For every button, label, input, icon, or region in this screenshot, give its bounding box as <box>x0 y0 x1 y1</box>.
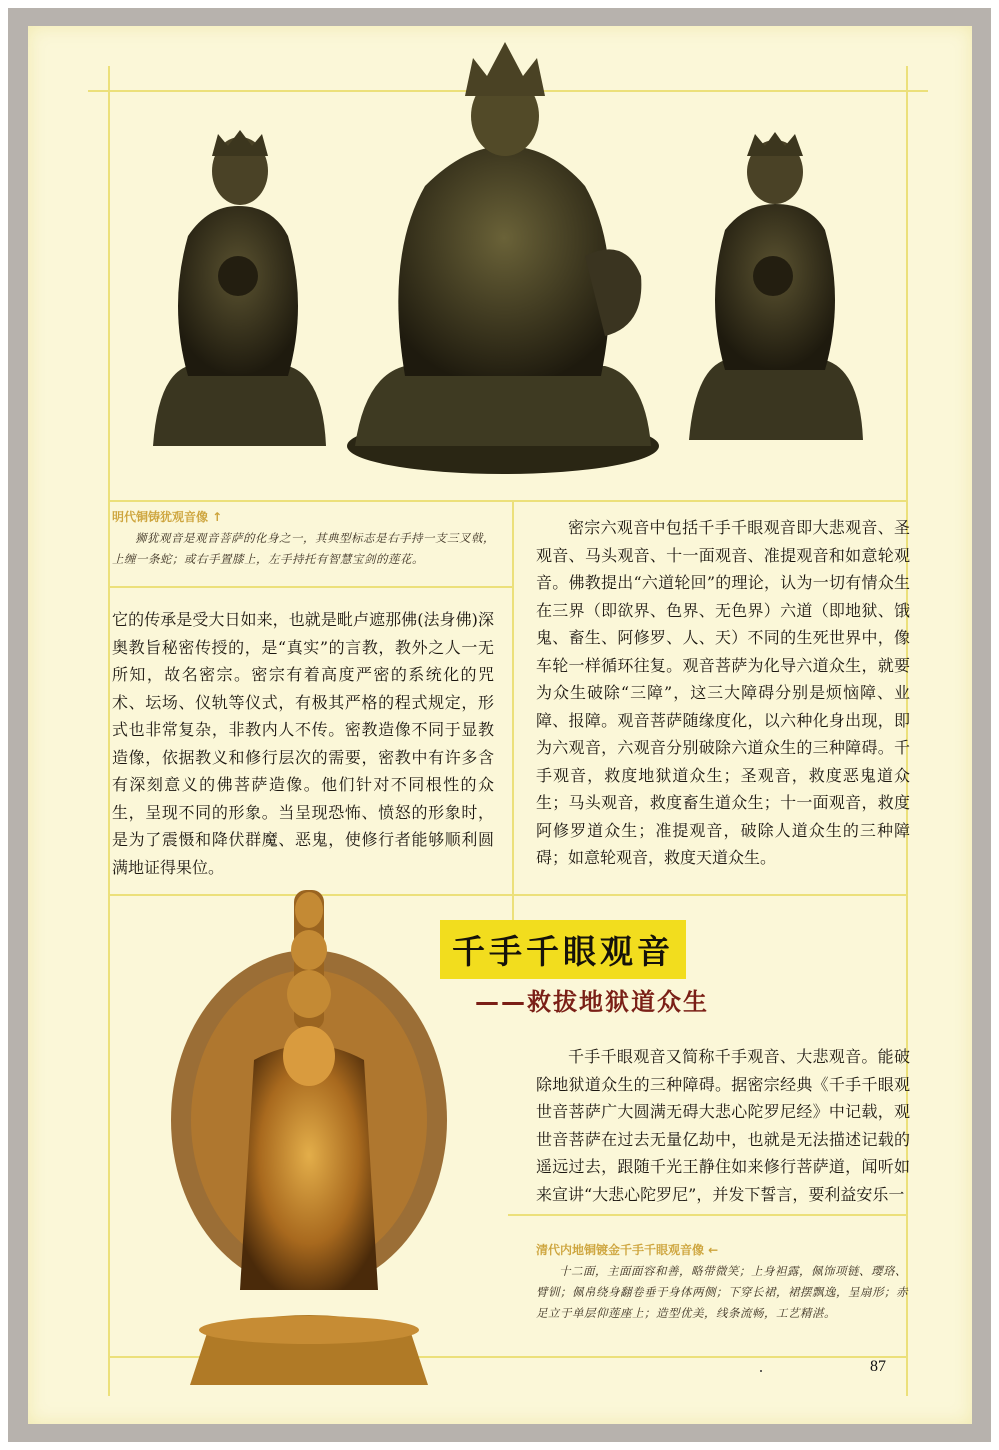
body-text-right: 密宗六观音中包括千手千眼观音即大悲观音、圣观音、马头观音、十一面观音、准提观音和如意轮观音。佛教提出“六道轮回”的理论，认为一切有情众生在三界（即欲界、色界、无色界）六道（即地狱、饿鬼、畜生、阿修罗、人、天）不同的生死世界中，像车轮一样循环往复。观音菩萨为化导六道众生，就要为众生破除“三障”，这三大障碍分别是烦恼障、业障、报障。观音菩萨随缘度化，以六种化身出现，即为六观音，六观音分别破除六道众生的三种障碍。千手观音，救度地狱道众生；圣观音，救度恶鬼道众生；马头观音，救度畜生道众生；十一面观音，救度阿修罗道众生；准提观音，破除人道众生的三种障碍；如意轮观音，救度天道众生。 <box>536 518 910 867</box>
caption-top-title: 明代铜铸犹观音像 ↑ <box>112 510 223 524</box>
statue-thousand-armed-gilt <box>168 890 450 1395</box>
body-text-left: 它的传承是受大日如来，也就是毗卢遮那佛(法身佛)深奥教旨秘密传授的，是“真实”的言教，教外之人一无所知，故名密宗。密宗有着高度严密的系统化的咒术、坛场、仪轨等仪式，有极其严格的程式规定，形式也非常复杂，非教内人不传。密教造像不同于显教造像，依据教义和修行层次的需要，密教中有许多含有深刻意义的佛菩萨造像。他们针对不同根性的众生，呈现不同的形象。当呈现恐怖、愤怒的形象时，是为了震慑和降伏群魔、恶鬼，使修行者能够顺利圆满地证得果位。 <box>112 610 494 877</box>
caption-top-text: 狮犹观音是观音菩萨的化身之一，其典型标志是右手持一支三叉戟，上缠一条蛇；或右手置膝上，左手持托有智慧宝剑的莲花。 <box>112 531 495 566</box>
caption-bottom-title: 清代内地铜镀金千手千眼观音像 ← <box>536 1243 719 1257</box>
caption-top <box>112 507 502 570</box>
page-number: 87 <box>870 1358 886 1375</box>
guide-line-lower <box>508 1214 908 1216</box>
guide-line-center <box>512 500 514 920</box>
body-text-bottom: 千手千眼观音又简称千手观音、大悲观音。能破除地狱道众生的三种障碍。据密宗经典《千手千眼观世音菩萨广大圆满无碍大悲心陀罗尼经》中记载，观世音菩萨在过去无量亿劫中，也就是无法描述记载的遥远过去，跟随千光王静住如来修行菩萨道，闻听如来宣讲“大悲心陀罗尼”，并发下誓言，要利益安乐一 <box>536 1047 910 1204</box>
stray-dot <box>760 1370 762 1372</box>
caption-bottom <box>536 1240 912 1324</box>
guide-line-left <box>108 66 110 1396</box>
statue-left-bronze <box>148 126 328 466</box>
guide-line-mid-top <box>108 500 908 502</box>
statue-right-bronze <box>685 130 865 460</box>
guide-line-caption <box>108 586 512 588</box>
section-subtitle: ——救拔地狱道众生 <box>475 988 709 1016</box>
statue-center-bronze <box>345 36 661 476</box>
section-title: 千手千眼观音 <box>440 920 686 979</box>
section-title-wrap <box>440 920 686 979</box>
caption-bottom-text: 十二面，主面面容和善，略带微笑；上身袒露，佩饰项链、璎珞、臂钏；佩帛绕身翻卷垂于身体两侧；下穿长裙，裙摆飘逸，呈扇形；赤足立于单层仰莲座上；造型优美，线条流畅，工艺精湛。 <box>536 1264 908 1320</box>
